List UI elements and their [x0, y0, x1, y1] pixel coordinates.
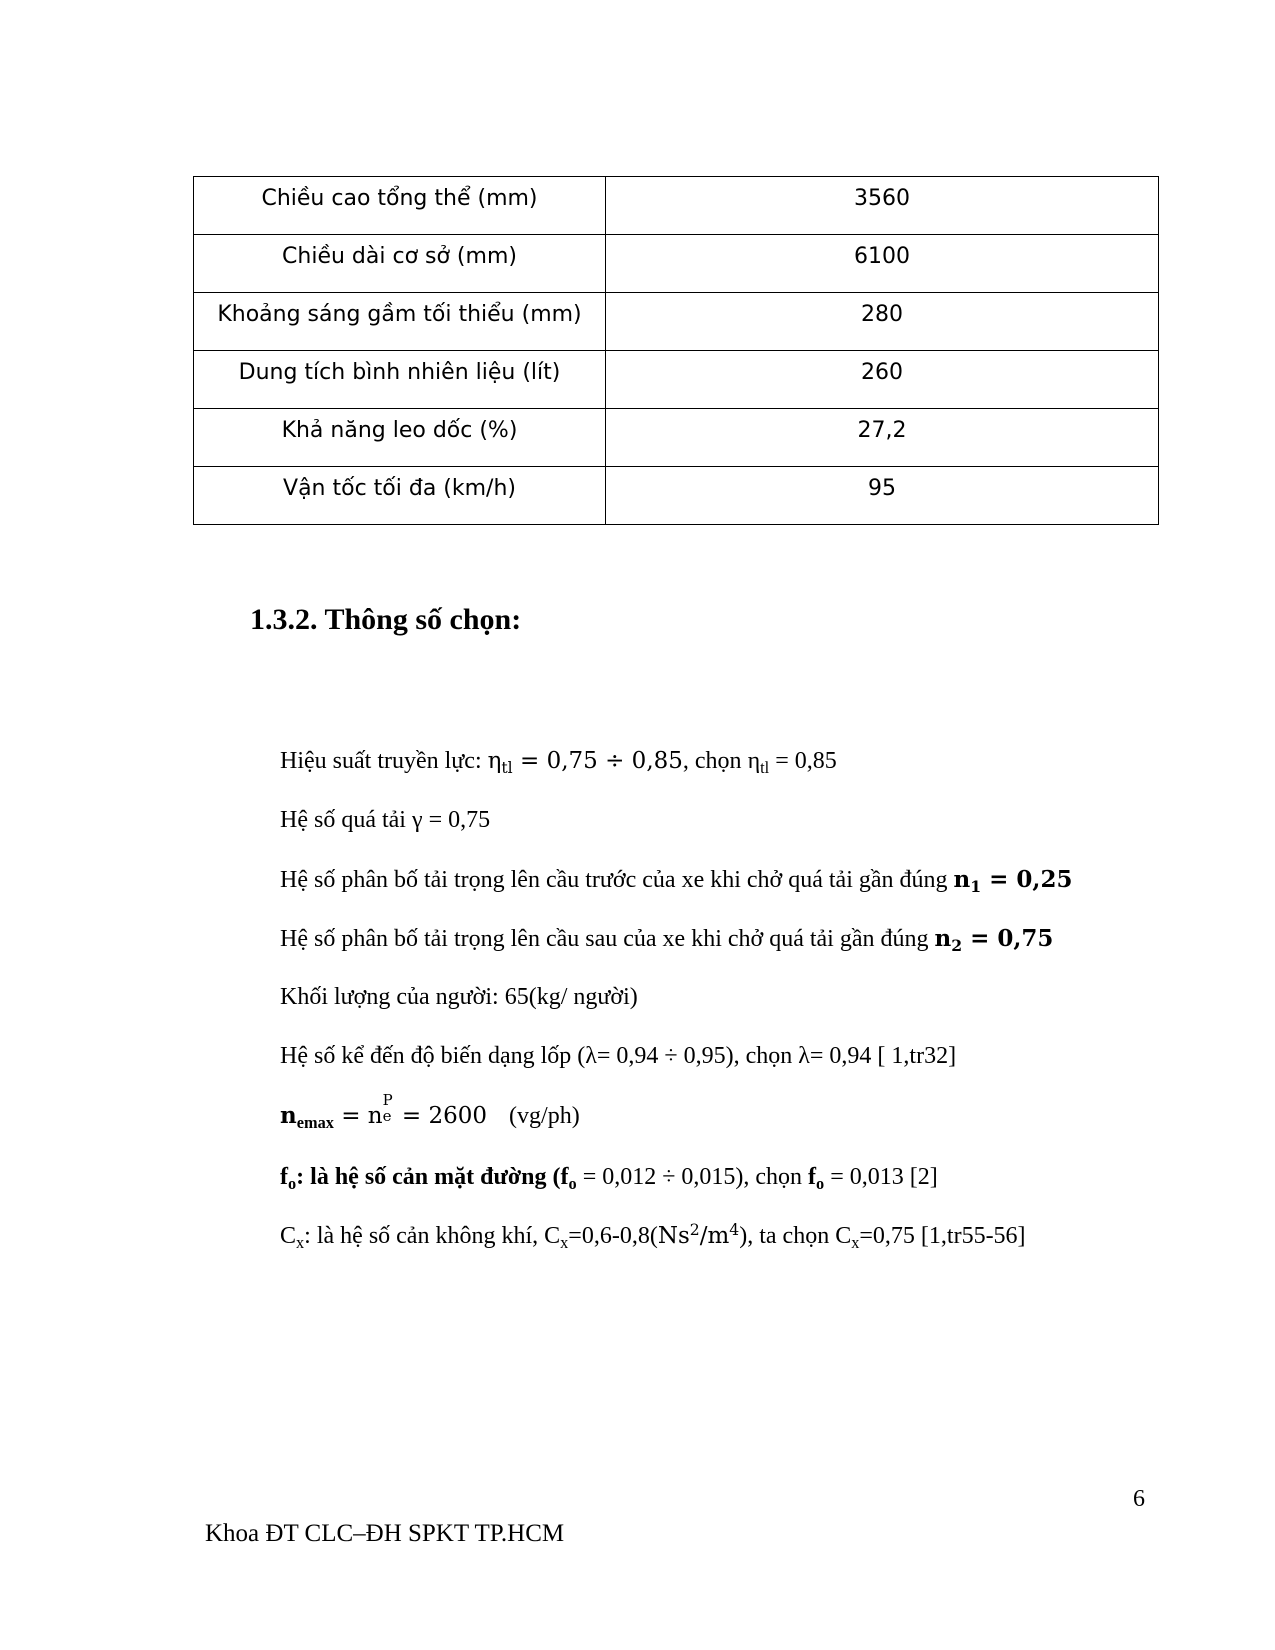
row-label: Dung tích bình nhiên liệu (lít)	[194, 351, 606, 409]
param-person-mass: Khối lượng của người: 65(kg/ người)	[280, 984, 638, 1010]
section-heading: 1.3.2. Thông số chọn:	[250, 603, 522, 636]
param-rear-axle-distribution: Hệ số phân bố tải trọng lên cầu sau của xe khi chở quá tải gần đúng $n_2 = 0,75$	[280, 925, 1054, 955]
table-row	[194, 467, 1159, 525]
table-row	[194, 351, 1159, 409]
page-footer: Khoa ĐT CLC–ĐH SPKT TP.HCM	[205, 1520, 565, 1547]
param-engine-speed: $n_{emax} = n$ P e = 2600 (vg/ph)	[280, 1091, 580, 1133]
row-value: 95	[606, 467, 1159, 525]
param-road-resistance: $f_o$: là hệ số cản mặt đường $(f_o = 0,012 \div 0,015)$, chọn $f_o = 0,013$ [2]	[280, 1164, 938, 1194]
param-front-axle-distribution: Hệ số phân bố tải trọng lên cầu trước của xe khi chở quá tải gần đúng $n_1 = 0,25$	[280, 866, 1073, 896]
param-overload-factor: Hệ số quá tải γ = 0,75	[280, 807, 491, 833]
row-label: Khoảng sáng gầm tối thiểu (mm)	[194, 293, 606, 351]
row-label: Chiều dài cơ sở (mm)	[194, 235, 606, 293]
param-air-resistance: $C_x$: là hệ số cản không khí, $C_x=0,6-0,8(Ns^2/m^4)$, ta chọn $C_x=0,75$ [1,tr55-56]	[280, 1220, 1026, 1253]
table-row	[194, 177, 1159, 235]
param-transmission-efficiency: Hiệu suất truyền lực: $\eta_{tl} = 0,75 \div 0,85$, chọn $\eta_{tl} = 0,85$	[280, 748, 837, 778]
row-value: 27,2	[606, 409, 1159, 467]
page-number: 6	[1133, 1486, 1145, 1512]
row-value: 3560	[606, 177, 1159, 235]
row-value: 280	[606, 293, 1159, 351]
table-row	[194, 235, 1159, 293]
row-label: Chiều cao tổng thể (mm)	[194, 177, 606, 235]
param-tire-deformation: Hệ số kể đến độ biến dạng lốp (λ= 0,94 ÷ 0,95), chọn λ= 0,94 [ 1,tr32]	[280, 1043, 957, 1069]
spec-table	[193, 176, 1159, 525]
table-row	[194, 409, 1159, 467]
row-label: Khả năng leo dốc (%)	[194, 409, 606, 467]
table-row	[194, 293, 1159, 351]
row-value: 6100	[606, 235, 1159, 293]
row-label: Vận tốc tối đa (km/h)	[194, 467, 606, 525]
row-value: 260	[606, 351, 1159, 409]
